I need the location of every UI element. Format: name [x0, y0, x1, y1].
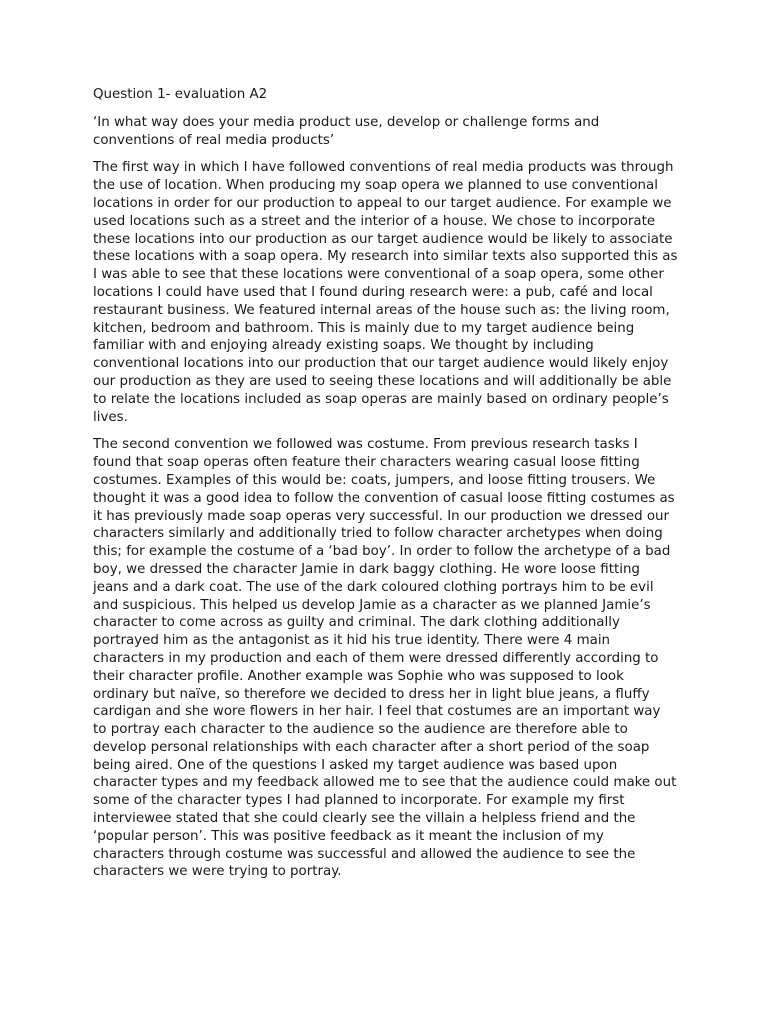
document-body [93, 86, 678, 891]
document-title: Question 1- evaluation A2 [93, 87, 268, 102]
paragraph-location: The first way in which I have followed conventions of real media products was through the use of location. When producing my soap opera we planned to use conventional locations in order for our production to appeal to our target audience. For example we used locations such as a street and the interior of a house. We chose to incorporate these locations into our production as our target audience would be likely to associate these locations with a soap opera. My research into similar texts also supported this as I was able to see that these locations were conventional of a soap opera, some other locations I could have used that I found during research were: a pub, café and local restaurant business. We featured internal areas of the house such as: the living room, kitchen, bedroom and bathroom. This is mainly due to my target audience being familiar with and enjoying already existing soaps. We thought by including conventional locations into our production that our target audience would likely enjoy our production as they are used to seeing these locations and will additionally be able to relate the locations included as soap operas are mainly based on ordinary people’s lives. [93, 160, 678, 425]
paragraph-costume: The second convention we followed was costume. From previous research tasks I found that soap operas often feature their characters wearing casual loose fitting costumes. Examples of this would be: coats, jumpers, and loose fitting trousers. We thought it was a good idea to follow the convention of casual loose fitting costumes as it has previously made soap operas very successful. In our production we dressed our characters similarly and additionally tried to follow character archetypes when doing this; for example the costume of a ‘bad boy’. In order to follow the archetype of a bad boy, we dressed the character Jamie in dark baggy clothing. He wore loose fitting jeans and a dark coat. The use of the dark coloured clothing portrays him to be evil and suspicious. This helped us develop Jamie as a character as we planned Jamie’s character to come across as guilty and criminal. The dark clothing additionally portrayed him as the antagonist as it hid his true identity. There were 4 main characters in my production and each of them were dressed differently according to their character profile. Another example was Sophie who was supposed to look ordinary but naïve, so therefore we decided to dress her in light blue jeans, a fluffy cardigan and she wore flowers in her hair. I feel that costumes are an important way to portray each character to the audience so the audience are therefore able to develop personal relationships with each character after a short period of the soap being aired. One of the questions I asked my target audience was based upon character types and my feedback allowed me to see that the audience could make out some of the character types I had planned to incorporate. For example my first interviewee stated that she could clearly see the villain a helpless friend and the ‘popular person’. This was positive feedback as it meant the inclusion of my characters through costume was successful and allowed the audience to see the characters we were trying to portray. [93, 437, 677, 880]
question-text: ‘In what way does your media product use, develop or challenge forms and conventions of real media products’ [93, 114, 600, 148]
